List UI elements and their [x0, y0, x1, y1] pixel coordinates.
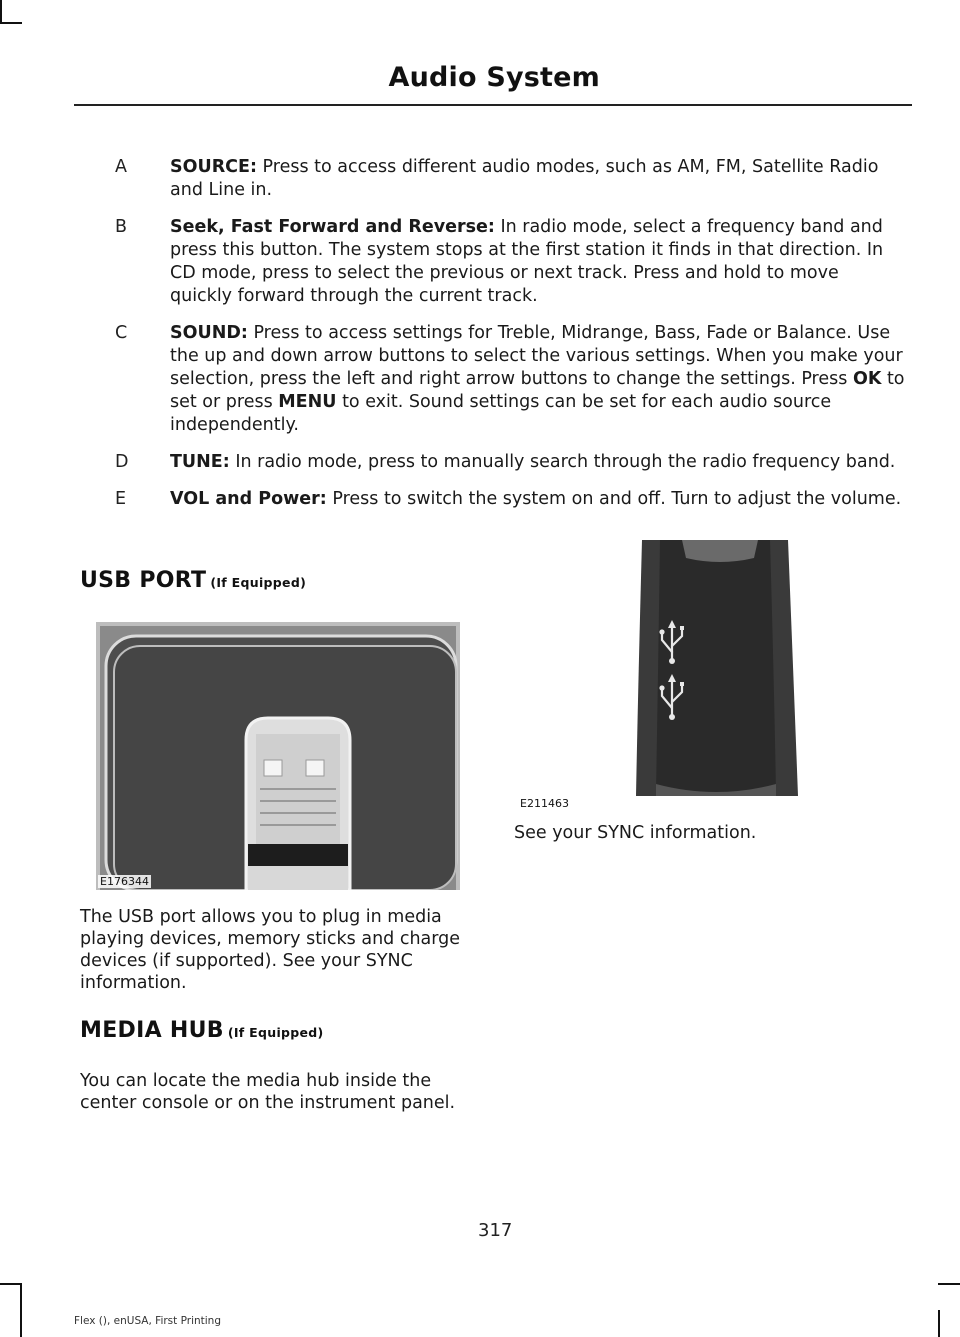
callout-term: SOURCE:	[170, 157, 257, 177]
callout-text: Press to access different audio modes, such as AM, FM, Satellite Radio and Line in.	[170, 157, 879, 200]
usb-port-drawing	[96, 622, 460, 890]
callout-letter: D	[115, 452, 129, 472]
crop-mark	[938, 1283, 960, 1285]
crop-mark	[0, 22, 22, 24]
callout-item	[115, 322, 905, 437]
figure-id: E176344	[100, 875, 149, 888]
callout-text: Press to access settings for Treble, Midrange, Bass, Fade or Balance. Use the up and down arrow buttons to select the various settings. When you make your selection, press the left and right arrow buttons to change the settings. Press	[170, 323, 903, 389]
callout-letter: C	[115, 323, 128, 343]
crop-mark	[0, 0, 2, 22]
callout-term: VOL and Power:	[170, 489, 327, 509]
menu-keyword: MENU	[278, 392, 337, 412]
callout-description	[170, 156, 905, 202]
callout-item	[115, 156, 905, 202]
usb-port-body: The USB port allows you to plug in media playing devices, memory sticks and charge devices (if supported). See your SYNC information.	[80, 907, 461, 993]
callout-letter: B	[115, 217, 128, 237]
media-hub-note: See your SYNC information.	[514, 823, 757, 843]
callout-term: TUNE:	[170, 452, 230, 472]
ok-keyword: OK	[852, 369, 882, 389]
callout-description	[170, 322, 905, 437]
crop-mark	[938, 1310, 940, 1337]
edition-footer: Flex (), enUSA, First Printing	[74, 1315, 221, 1327]
crop-mark	[20, 1283, 22, 1337]
figure-id: E211463	[520, 797, 569, 810]
crop-mark	[0, 1283, 22, 1285]
callout-text: In radio mode, press to manually search through the radio frequency band.	[229, 452, 896, 472]
callout-item	[115, 451, 905, 474]
callout-text: Press to switch the system on and off. Turn to adjust the volume.	[326, 489, 902, 509]
header-divider	[74, 104, 912, 106]
callout-item	[115, 216, 905, 308]
callout-description	[170, 451, 905, 474]
page-title: Audio System	[388, 62, 600, 93]
callout-description	[170, 488, 905, 511]
callout-term: SOUND:	[170, 323, 248, 343]
usb-port-illustration	[96, 622, 460, 890]
callout-term: Seek, Fast Forward and Reverse:	[170, 217, 495, 237]
callout-text: to exit. Sound settings can be set for each audio source independently.	[170, 392, 832, 435]
callout-description	[170, 216, 905, 308]
callout-item	[115, 488, 905, 511]
media-hub-body: You can locate the media hub inside the center console or on the instrument panel.	[80, 1071, 456, 1113]
if-equipped-tag: (If Equipped)	[227, 1025, 324, 1040]
if-equipped-tag: (If Equipped)	[210, 575, 307, 590]
usb-port-heading	[80, 568, 306, 593]
callout-letter: A	[115, 157, 127, 177]
callout-letter: E	[115, 489, 127, 509]
callout-text: to set or press	[170, 369, 905, 412]
media-hub-illustration	[512, 540, 882, 812]
callout-text: In radio mode, select a frequency band and press this button. The system stops at the first station it finds in that direction. In CD mode, press to select the previous or next track. Press and hold to move quickly forward through the current track.	[170, 217, 884, 306]
media-hub-drawing	[512, 540, 882, 812]
page-number: 317	[478, 1220, 513, 1241]
usb-port-heading-text: USB PORT	[80, 568, 207, 593]
media-hub-heading	[80, 1018, 324, 1043]
media-hub-heading-text: MEDIA HUB	[80, 1018, 224, 1043]
callout-list	[115, 156, 905, 525]
